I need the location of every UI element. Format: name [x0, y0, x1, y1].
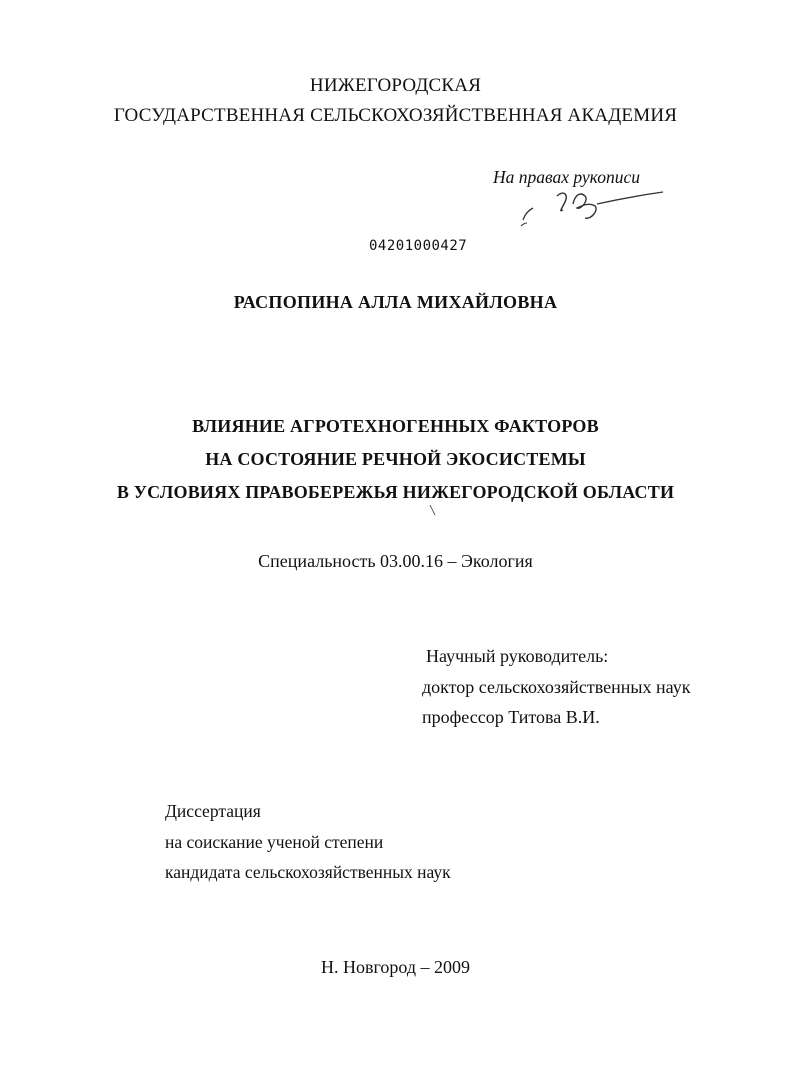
- degree-sought-line-2: кандидата сельскохозяйственных наук: [165, 862, 451, 882]
- supervisor-label: Научный руководитель:: [426, 646, 609, 666]
- dissertation-title-line-3: В УСЛОВИЯХ ПРАВОБЕРЕЖЬЯ НИЖЕГОРОДСКОЙ ОБЛАСТИ: [116, 482, 675, 502]
- dissertation-title-line-1: ВЛИЯНИЕ АГРОТЕХНОГЕННЫХ ФАКТОРОВ: [192, 416, 599, 436]
- manuscript-rights-note: На правах рукописи: [493, 167, 640, 187]
- institution-line-2: ГОСУДАРСТВЕННАЯ СЕЛЬСКОХОЗЯЙСТВЕННАЯ АКАДЕМИЯ: [113, 105, 678, 126]
- specialty: Специальность 03.00.16 – Экология: [258, 551, 533, 571]
- supervisor-degree: доктор сельскохозяйственных наук: [422, 677, 691, 697]
- dissertation-title-line-2: НА СОСТОЯНИЕ РЕЧНОЙ ЭКОСИСТЕМЫ: [205, 449, 586, 469]
- author-name: РАСПОПИНА АЛЛА МИХАЙЛОВНА: [233, 292, 558, 312]
- supervisor-name: профессор Титова В.И.: [422, 707, 600, 727]
- degree-sought-line-1: на соискание ученой степени: [165, 832, 384, 852]
- institution-line-1: НИЖЕГОРОДСКАЯ: [309, 75, 482, 96]
- registration-number: 04201000427: [369, 238, 468, 254]
- pen-mark-icon: [428, 503, 438, 517]
- dissertation-type: Диссертация: [165, 801, 261, 821]
- signature-icon: [515, 186, 665, 228]
- city-year: Н. Новгород – 2009: [320, 957, 471, 977]
